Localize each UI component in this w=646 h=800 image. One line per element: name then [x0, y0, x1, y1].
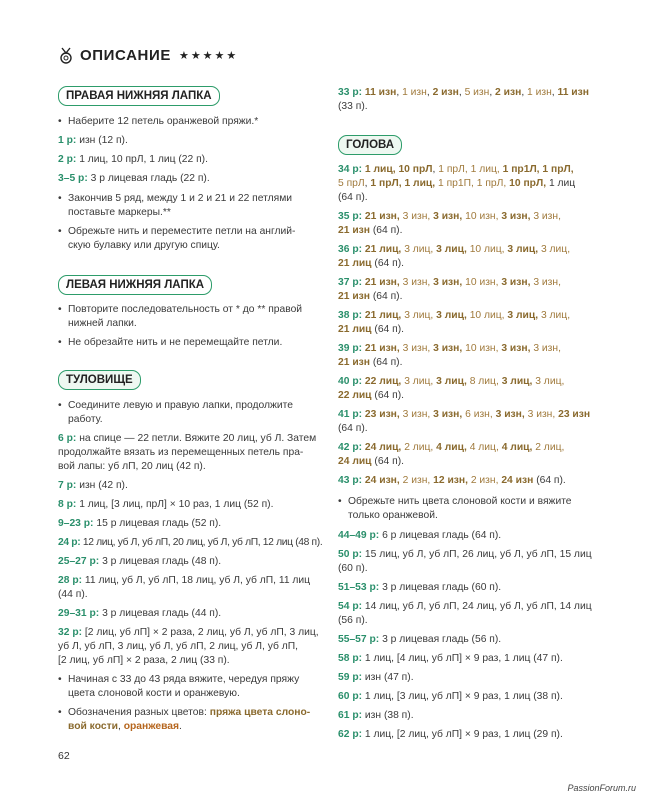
row-62: 62 р: 1 лиц, [2 лиц, уб лП] × 9 раз, 1 лиц (29 п).: [338, 729, 563, 740]
section-header: [58, 44, 238, 66]
section-badge-left-paw: ЛЕВАЯ НИЖНЯЯ ЛАПКА: [58, 275, 212, 295]
row-42-cont: 24 лиц (64 п).: [338, 456, 404, 467]
row-39: 39 р: 21 изн, 3 изн, 3 изн, 10 изн, 3 изн, 3 изн,: [338, 343, 561, 354]
row-61: 61 р: изн (38 п).: [338, 710, 414, 721]
row-37-cont: 21 изн (64 п).: [338, 291, 403, 302]
row-59: 59 р: изн (47 п).: [338, 672, 414, 683]
row-29-31: 29–31 р: 3 р лицевая гладь (44 п).: [58, 608, 222, 619]
instruction-line: • Соедините левую и правую лапки, продолжите: [58, 399, 293, 414]
row-35: 35 р: 21 изн, 3 изн, 3 изн, 10 изн, 3 изн, 3 изн,: [338, 211, 561, 222]
yarn-ball-icon: [58, 46, 74, 64]
row-28: 28 р: 11 лиц, уб Л, уб лП, 18 лиц, уб Л, уб лП, 11 лиц: [58, 575, 311, 586]
row-25-27: 25–27 р: 3 р лицевая гладь (48 п).: [58, 556, 222, 567]
row-39-cont: 21 изн (64 п).: [338, 357, 403, 368]
row-24: 24 р: 12 лиц, уб Л, уб лП, 20 лиц, уб Л, уб лП, 12 лиц (48 п).: [58, 537, 323, 548]
instruction-line: работу.: [68, 414, 103, 425]
instruction-line: только оранжевой.: [348, 510, 438, 521]
instruction-line: цвета слоновой кости и оранжевую.: [68, 688, 240, 699]
row-58: 58 р: 1 лиц, [4 лиц, уб лП] × 9 раз, 1 лиц (47 п).: [338, 653, 563, 664]
row-43: 43 р: 24 изн, 2 изн, 12 изн, 2 изн, 24 изн (64 п).: [338, 475, 566, 486]
row-32: 32 р: [2 лиц, уб лП] × 2 раза, 2 лиц, уб Л, уб лП, 3 лиц,: [58, 627, 319, 638]
row-35-cont: 21 изн (64 п).: [338, 225, 403, 236]
row-55-57: 55–57 р: 3 р лицевая гладь (56 п).: [338, 634, 502, 645]
instruction-line: • Обрежьте нить цвета слоновой кости и вяжите: [338, 495, 572, 510]
row-3-5: 3–5 р: 3 р лицевая гладь (22 п).: [58, 173, 210, 184]
row-51-53: 51–53 р: 3 р лицевая гладь (60 п).: [338, 582, 502, 593]
row-33-cont: (33 п).: [338, 101, 368, 112]
instruction-line: поставьте маркеры.**: [68, 207, 171, 218]
row-28-cont: (44 п).: [58, 589, 88, 600]
page-title: ОПИСАНИЕ: [80, 46, 171, 64]
row-38-cont: 21 лиц (64 п).: [338, 324, 404, 335]
color-legend-cont: вой кости, оранжевая.: [68, 721, 182, 732]
row-6-cont: продолжайте вязать из перемещенных петель пра-: [58, 447, 304, 458]
row-41-cont: (64 п).: [338, 423, 368, 434]
row-6: 6 р: на спице — 22 петли. Вяжите 20 лиц, уб Л. Затем: [58, 433, 317, 444]
instruction-line: • Не обрезайте нить и не перемещайте петли.: [58, 336, 282, 351]
row-32-cont: [2 лиц, уб лП] × 2 раза, 2 лиц (33 п).: [58, 655, 230, 666]
row-33: 33 р: 11 изн, 1 изн, 2 изн, 5 изн, 2 изн, 1 изн, 11 изн: [338, 87, 589, 98]
row-41: 41 р: 23 изн, 3 изн, 3 изн, 6 изн, 3 изн, 3 изн, 23 изн: [338, 409, 591, 420]
instruction-line: нижней лапки.: [68, 318, 137, 329]
row-36-cont: 21 лиц (64 п).: [338, 258, 404, 269]
row-34-cont: 5 прЛ, 1 прЛ, 1 лиц, 1 пр1П, 1 прЛ, 10 прЛ, 1 лиц: [338, 178, 576, 189]
page-number: 62: [58, 750, 70, 762]
row-44-49: 44–49 р: 6 р лицевая гладь (64 п).: [338, 530, 502, 541]
row-40: 40 р: 22 лиц, 3 лиц, 3 лиц, 8 лиц, 3 лиц, 3 лиц,: [338, 376, 565, 387]
color-legend: • Обозначения разных цветов: пряжа цвета слоно-: [58, 706, 310, 721]
row-1: 1 р: изн (12 п).: [58, 135, 128, 146]
instruction-line: • Повторите последовательность от * до ** правой: [58, 303, 302, 318]
row-60: 60 р: 1 лиц, [3 лиц, уб лП] × 9 раз, 1 лиц (38 п).: [338, 691, 563, 702]
row-50: 50 р: 15 лиц, уб Л, уб лП, 26 лиц, уб Л, уб лП, 15 лиц: [338, 549, 592, 560]
difficulty-stars: ★★★★★: [178, 49, 239, 62]
row-34: 34 р: 1 лиц, 10 прЛ, 1 прЛ, 1 лиц, 1 пр1Л, 1 прЛ,: [338, 164, 574, 175]
row-42: 42 р: 24 лиц, 2 лиц, 4 лиц, 4 лиц, 4 лиц, 2 лиц,: [338, 442, 565, 453]
row-40-cont: 22 лиц (64 п).: [338, 390, 404, 401]
row-34-cont: (64 п).: [338, 192, 368, 203]
row-54: 54 р: 14 лиц, уб Л, уб лП, 24 лиц, уб Л, уб лП, 14 лиц: [338, 601, 592, 612]
instruction-line: • Начиная с 33 до 43 ряда вяжите, чередуя пряжу: [58, 673, 299, 688]
section-badge-right-paw: ПРАВАЯ НИЖНЯЯ ЛАПКА: [58, 86, 220, 106]
instruction-line: • Закончив 5 ряд, между 1 и 2 и 21 и 22 петлями: [58, 192, 292, 207]
section-badge-head: ГОЛОВА: [338, 135, 402, 155]
row-36: 36 р: 21 лиц, 3 лиц, 3 лиц, 10 лиц, 3 лиц, 3 лиц,: [338, 244, 571, 255]
row-37: 37 р: 21 изн, 3 изн, 3 изн, 10 изн, 3 изн, 3 изн,: [338, 277, 561, 288]
row-50-cont: (60 п).: [338, 563, 368, 574]
instruction-line: • Наберите 12 петель оранжевой пряжи.*: [58, 115, 258, 130]
row-38: 38 р: 21 лиц, 3 лиц, 3 лиц, 10 лиц, 3 лиц, 3 лиц,: [338, 310, 571, 321]
watermark: PassionForum.ru: [567, 783, 636, 793]
instruction-line: скую булавку или другую спицу.: [68, 240, 220, 251]
row-6-cont: вой лапы: уб лП, 20 лиц (42 п).: [58, 461, 206, 472]
row-9-23: 9–23 р: 15 р лицевая гладь (52 п).: [58, 518, 222, 529]
row-8: 8 р: 1 лиц, [3 лиц, прЛ] × 10 раз, 1 лиц (52 п).: [58, 499, 274, 510]
section-badge-body: ТУЛОВИЩЕ: [58, 370, 141, 390]
row-32-cont: уб Л, уб лП, 3 лиц, уб Л, уб лП, 2 лиц, уб Л, уб лП,: [58, 641, 299, 652]
instruction-line: • Обрежьте нить и переместите петли на англий-: [58, 225, 295, 240]
row-54-cont: (56 п).: [338, 615, 368, 626]
row-7: 7 р: изн (42 п).: [58, 480, 128, 491]
row-2: 2 р: 1 лиц, 10 прЛ, 1 лиц (22 п).: [58, 154, 208, 165]
